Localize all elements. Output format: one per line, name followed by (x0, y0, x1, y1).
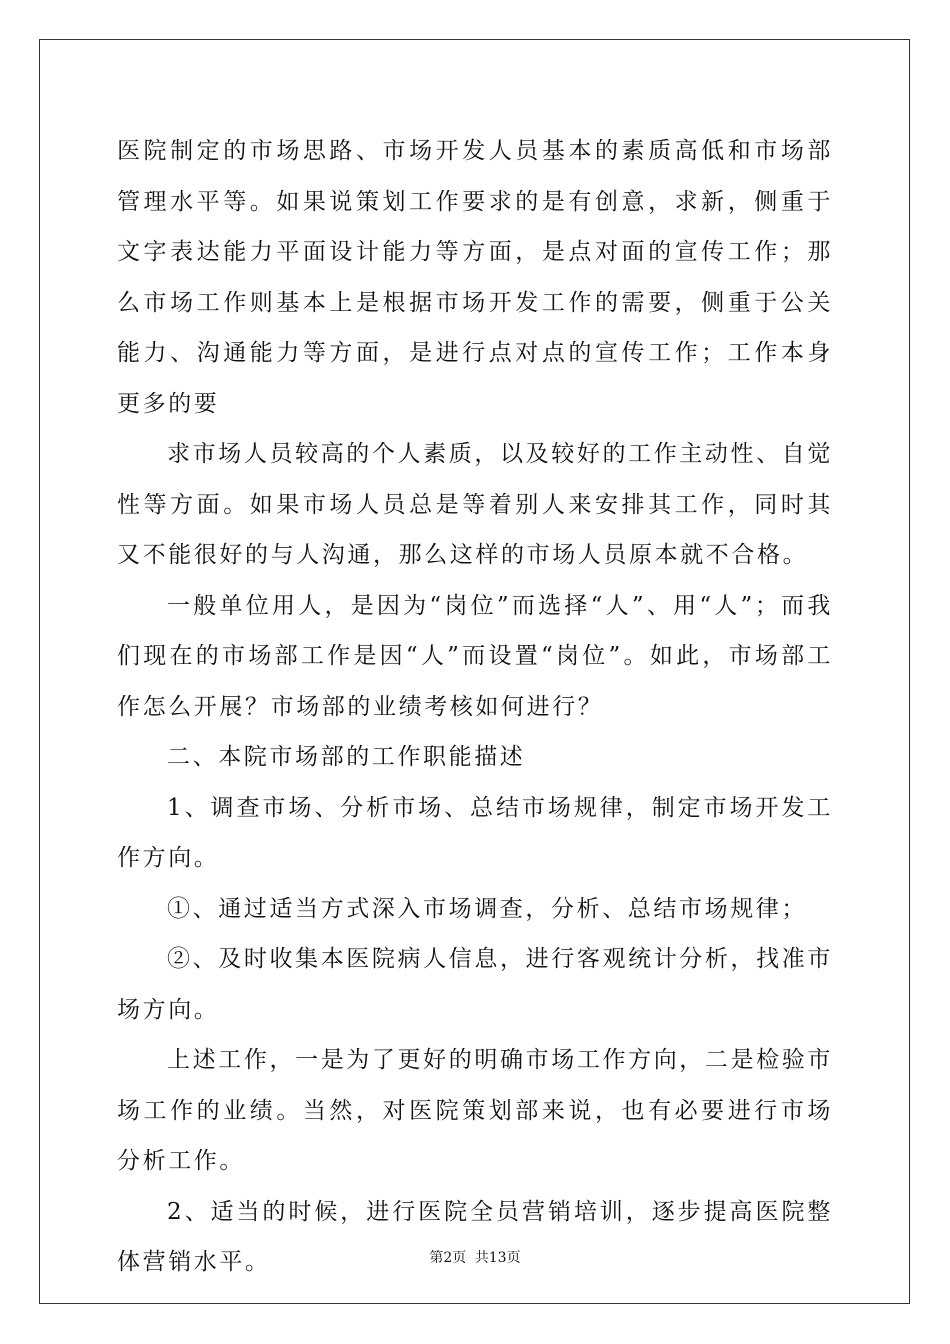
page-number: 第2页 (429, 1250, 467, 1266)
paragraph: 医院制定的市场思路、市场开发人员基本的素质高低和市场部管理水平等。如果说策划工作要求的是有创意，求新，侧重于文字表达能力平面设计能力等方面，是点对面的宣传工作；那么市场工作则基本上是根据市场开发工作的需要，侧重于公关能力、沟通能力等方面，是进行点对点的宣传工作；工作本身更多的要 (117, 138, 833, 417)
page-footer (0, 1247, 950, 1267)
paragraph: 上述工作，一是为了更好的明确市场工作方向，二是检验市场工作的业绩。当然，对医院策划部来说，也有必要进行市场分析工作。 (117, 1047, 833, 1174)
page-total: 共13页 (474, 1250, 521, 1266)
paragraph: 一般单位用人，是因为“岗位”而选择“人”、用“人”；而我们现在的市场部工作是因“人”而设置“岗位”。如此，市场部工作怎么开展？市场部的业绩考核如何进行？ (117, 592, 833, 720)
paragraph: ①、通过适当方式深入市场调查，分析、总结市场规律； (167, 895, 807, 922)
paragraph: 求市场人员较高的个人素质，以及较好的工作主动性、自觉性等方面。如果市场人员总是等着别人来安排其工作，同时其又不能很好的与人沟通，那么这样的市场人员原本就不合格。 (117, 441, 833, 568)
document-body (117, 126, 833, 1288)
section-heading: 二、本院市场部的工作职能描述 (167, 744, 526, 770)
paragraph: 1、调查市场、分析市场、总结市场规律，制定市场开发工作方向。 (117, 794, 833, 871)
paragraph: ②、及时收集本医院病人信息，进行客观统计分析，找准市场方向。 (117, 946, 833, 1023)
paragraph: 2、适当的时候，进行医院全员营销培训，逐步提高医院整体营销水平。 (117, 1198, 833, 1275)
